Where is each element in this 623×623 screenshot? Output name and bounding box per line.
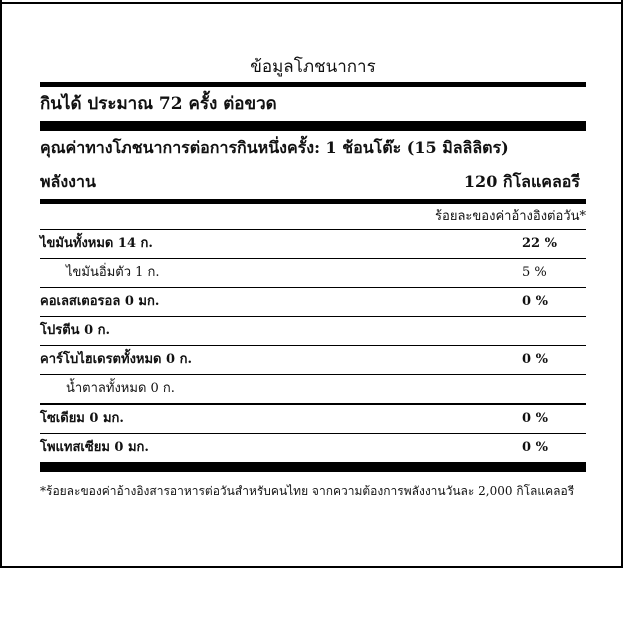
- nutrient-row-total-sugars: [40, 375, 586, 403]
- nutrient-name: คอเลสเตอรอล 0 มก.: [40, 294, 160, 309]
- nutrient-percent: 5 %: [522, 265, 547, 280]
- nutrient-name: ไขมันอิ่มตัว 1 ก.: [66, 265, 160, 280]
- nutrient-row-cholesterol: [40, 288, 586, 316]
- frame-left-line: [0, 0, 2, 568]
- nutrient-percent: 0 %: [522, 440, 548, 455]
- nutrient-percent: 0 %: [522, 352, 548, 367]
- nutrient-row-sodium: [40, 405, 586, 433]
- nutrient-row-total-fat: [40, 230, 586, 258]
- servings-divider: [40, 121, 586, 131]
- nutrition-label: [40, 52, 586, 504]
- serving-size: คุณค่าทางโภชนาการต่อการกินหนึ่งครั้ง: 1 ช้อนโต๊ะ (15 มิลลิลิตร): [40, 138, 509, 157]
- nutrient-name: โพแทสเซียม 0 มก.: [40, 440, 149, 455]
- nutrient-row-protein: [40, 317, 586, 345]
- daily-value-header: ร้อยละของค่าอ้างอิงต่อวัน*: [435, 209, 586, 224]
- frame-bottom-line: [0, 566, 623, 568]
- bottom-divider: [40, 462, 586, 472]
- nutrient-row-potassium: [40, 434, 586, 462]
- nutrient-percent: 22 %: [522, 236, 557, 251]
- nutrient-name: โปรตีน 0 ก.: [40, 323, 111, 338]
- nutrient-percent: 0 %: [522, 294, 548, 309]
- nutrient-name: ไขมันทั้งหมด 14 ก.: [40, 236, 153, 251]
- nutrient-name: โซเดียม 0 มก.: [40, 411, 124, 426]
- label-title: ข้อมูลโภชนาการ: [250, 57, 376, 77]
- frame-top-line: [0, 2, 623, 4]
- servings-per-container: กินได้ ประมาณ 72 ครั้ง ต่อขวด: [40, 94, 277, 114]
- footnote: *ร้อยละของค่าอ้างอิงสารอาหารต่อวันสำหรับคนไทย จากความต้องการพลังงานวันละ 2,000 กิโลแคลอรี: [40, 484, 575, 498]
- energy-row: [40, 165, 586, 199]
- nutrient-name: คาร์โบไฮเดรตทั้งหมด 0 ก.: [40, 352, 192, 367]
- nutrient-name: น้ำตาลทั้งหมด 0 ก.: [66, 381, 175, 396]
- nutrient-percent: 0 %: [522, 411, 548, 426]
- energy-label: พลังงาน: [40, 172, 96, 191]
- nutrient-row-saturated-fat: [40, 259, 586, 287]
- nutrient-percent: [522, 317, 586, 345]
- nutrient-percent: [522, 375, 586, 403]
- energy-value: 120 กิโลแคลอรี: [463, 172, 580, 191]
- nutrient-row-total-carbohydrate: [40, 346, 586, 374]
